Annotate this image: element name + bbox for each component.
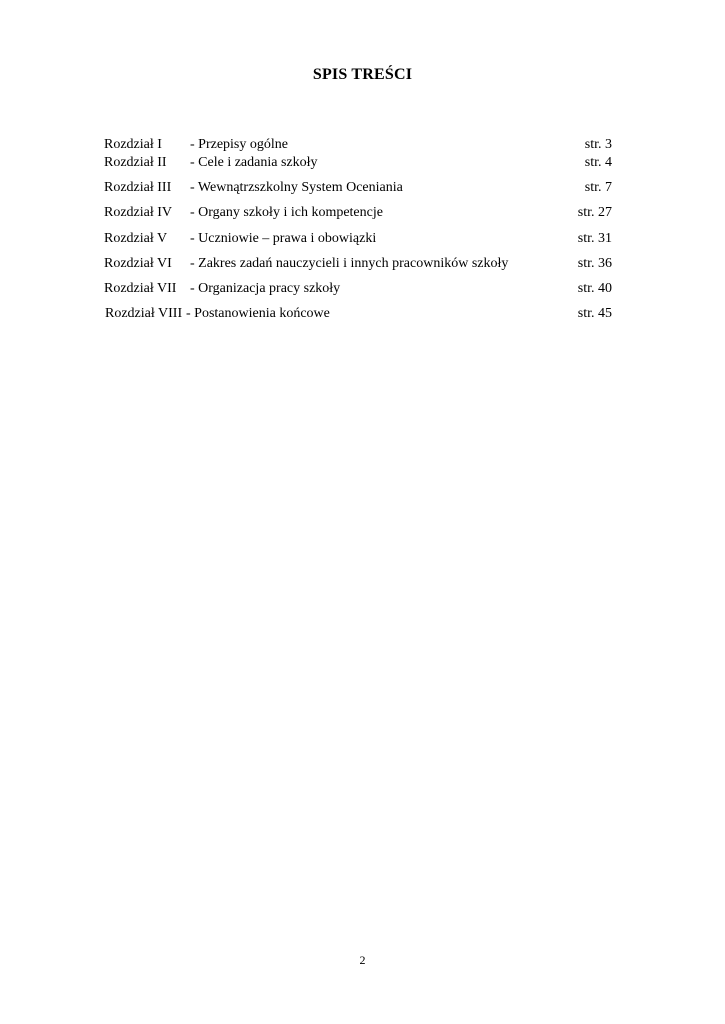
toc-page-ref: str. 40 [577, 280, 612, 296]
toc-entry [104, 204, 614, 229]
toc-page-ref: str. 7 [584, 180, 612, 196]
toc-chapter: Rozdział III [104, 180, 172, 196]
toc-topic: - Postanowienia końcowe [186, 306, 330, 322]
toc-topic: - Cele i zadania szkoły [190, 155, 318, 170]
toc-entry [104, 136, 614, 154]
toc-entry [104, 305, 614, 330]
page-number: 2 [359, 953, 366, 967]
toc-chapter: Rozdział VI [104, 255, 172, 271]
toc-chapter: Rozdział IV [104, 205, 173, 221]
toc-entry [104, 179, 614, 204]
toc-chapter: Rozdział V [104, 230, 168, 246]
toc-entry [104, 255, 614, 280]
toc-page-ref: str. 31 [577, 230, 612, 246]
toc-topic: - Uczniowie – prawa i obowiązki [190, 230, 377, 246]
toc-topic: - Organy szkoły i ich kompetencje [190, 205, 383, 221]
toc-page-ref: str. 45 [577, 306, 612, 322]
toc-page-ref: str. 36 [577, 255, 612, 271]
toc-chapter: Rozdział I [104, 137, 162, 152]
toc-page-ref: str. 3 [584, 137, 612, 152]
toc-entry [104, 230, 614, 255]
toc-topic: - Przepisy ogólne [190, 137, 288, 152]
toc-topic: - Wewnątrzszkolny System Oceniania [190, 180, 403, 196]
toc-topic: - Organizacja pracy szkoły [190, 280, 341, 296]
toc-page-ref: str. 27 [577, 205, 612, 221]
toc-entry [104, 280, 614, 305]
toc-page-ref: str. 4 [584, 155, 612, 170]
toc-chapter: Rozdział VIII [105, 306, 183, 322]
page-title: SPIS TREŚCI [312, 66, 413, 83]
toc-entry [104, 154, 614, 179]
table-of-contents [104, 136, 614, 330]
toc-topic: - Zakres zadań nauczycieli i innych pracowników szkoły [190, 255, 509, 271]
toc-chapter: Rozdział II [104, 155, 167, 170]
toc-chapter: Rozdział VII [104, 280, 177, 296]
